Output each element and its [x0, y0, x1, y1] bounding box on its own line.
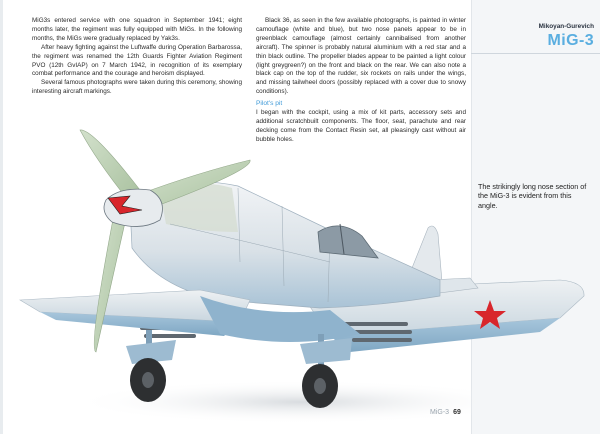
paragraph-photographs: Several famous photographs were taken during this ceremony, showing interesting aircraft markings.: [32, 79, 242, 96]
paragraph-renamed: After heavy fighting against the Luftwaffe during Operation Barbarossa, the regiment was renamed the 12th Guards Fighter Aviation Regiment PVO (12th GvIAP) on 7 March 1942, in recognition of its exemplary combat performance and the courage and heroism displayed.: [32, 43, 242, 78]
right-wheel-hub: [314, 378, 326, 394]
page-footer: [430, 409, 461, 416]
paragraph-service: MiG3s entered service with one squadron in September 1941; eight months later, the regiment was fully equipped with MiGs. In the following months, the MiGs were gradually replaced by Yak3s.: [32, 17, 242, 42]
subheading-pilots-pit: Pilot's pit: [256, 100, 283, 108]
model-title: MiG-3: [547, 32, 594, 49]
series-label: Mikoyan-Gurevich: [538, 23, 594, 30]
page-number: 69: [453, 409, 461, 416]
paragraph-cockpit: I began with the cockpit, using a mix of kit parts, accessory sets and additional scratchbuilt components. The floor, seat, parachute and rear decking come from the Contact Resin set, all pleasingly cast without air bubble holes.: [256, 109, 466, 143]
photo-caption: The strikingly long nose section of the MiG-3 is evident from this angle.: [478, 182, 587, 210]
propeller-blade-bottom: [94, 214, 126, 352]
spinner: [104, 189, 162, 226]
left-wheel-hub: [142, 372, 154, 388]
paragraph-black-36: Black 36, as seen in the few available photographs, is painted in winter camouflage (white and blue), but two nose panels appear to be in greenblack camouflage (almost certainly cannibalised from another aircraft). The spinner is probably natural aluminium with a red star and a thin black outline. The propeller blades appear to be painted a light colour (light greygreen?) on the front and black on the rear. We can also note a black cap on the top of the rudder, six rockets on rails under the wings, and missing tailwheel doors (possibly replaced with a cover due to snowy conditions).: [256, 17, 466, 96]
footer-label: MiG-3: [430, 409, 450, 416]
